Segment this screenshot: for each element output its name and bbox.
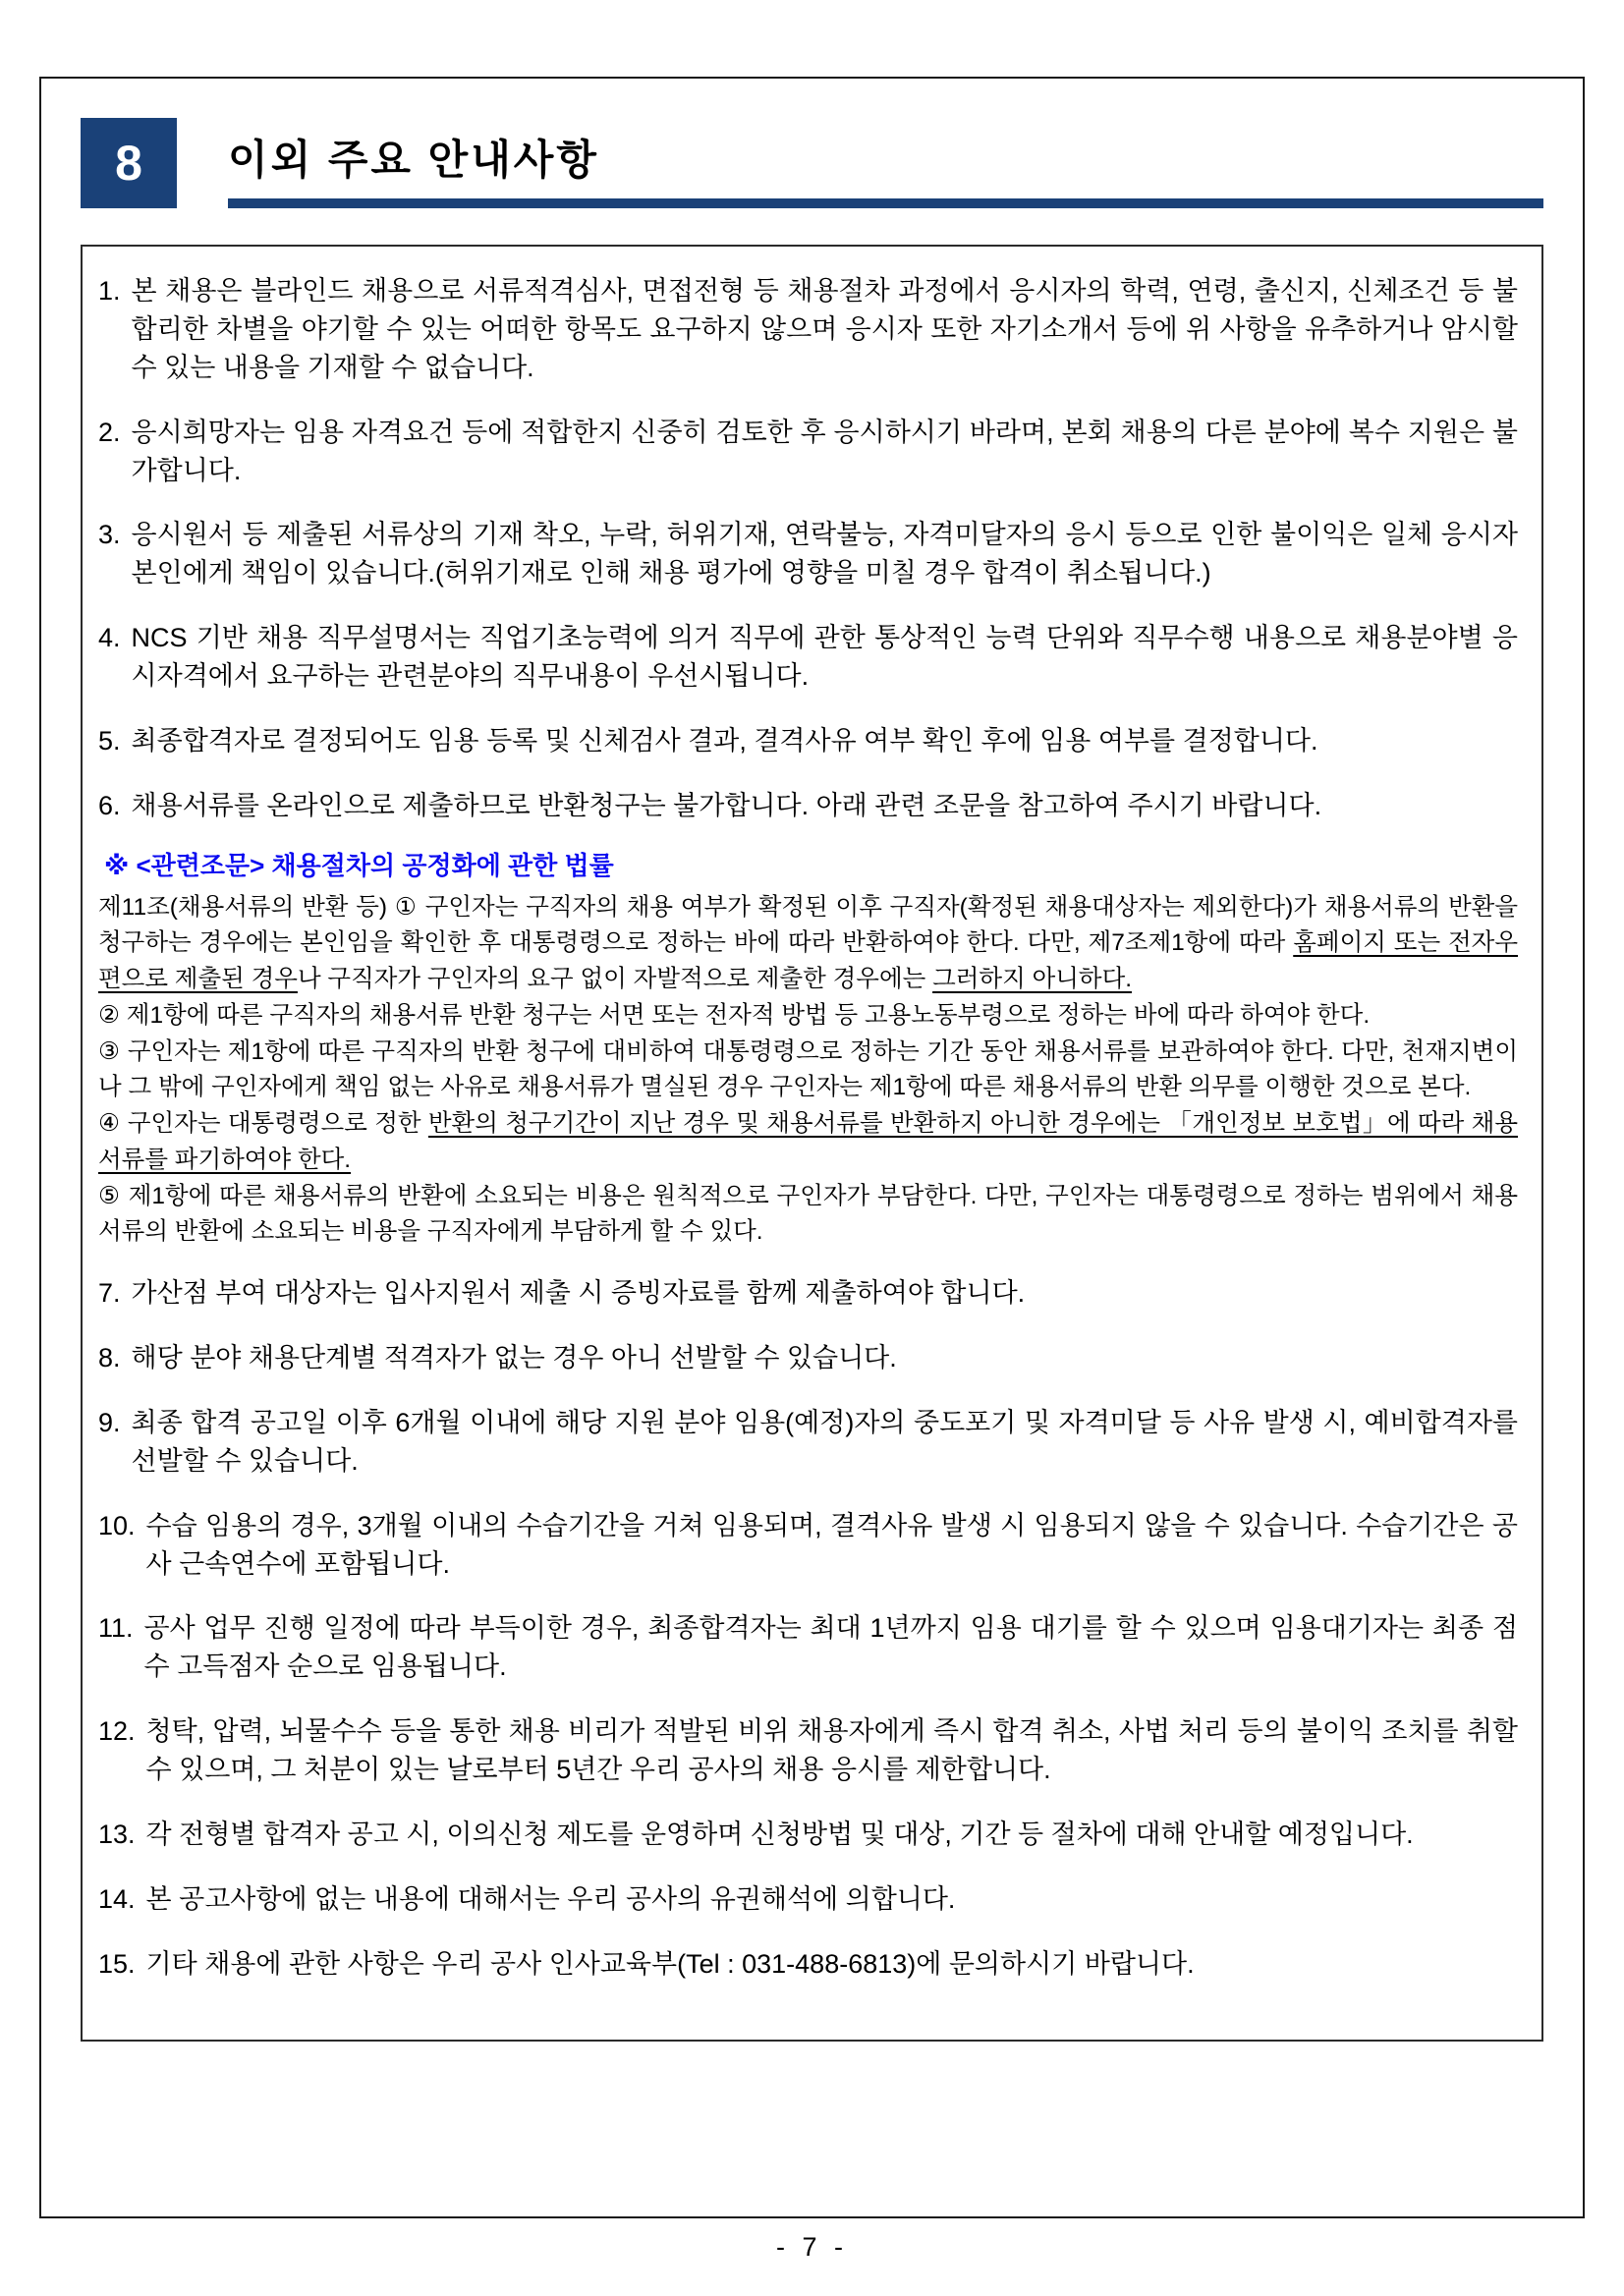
law-paragraph: ④ 구인자는 대통령령으로 정한 반환의 청구기간이 지난 경우 및 채용서류를 반환하지 아니한 경우에는 「개인정보 보호법」에 따라 채용서류를 파기하여야 한다. xyxy=(98,1110,1518,1173)
notice-item xyxy=(98,1609,1518,1686)
law-note-heading: ※ <관련조문> 채용절차의 공정화에 관한 법률 xyxy=(104,850,614,880)
notice-text: NCS 기반 채용 직무설명서는 직업기초능력에 의거 직무에 관한 통상적인 능력 단위와 직무수행 내용으로 채용분야별 응시자격에서 요구하는 관련분야의 직무내용이 우선시됩니다. xyxy=(131,623,1518,691)
notice-text: 가산점 부여 대상자는 입사지원서 제출 시 증빙자료를 함께 제출하여야 합니다. xyxy=(131,1278,1026,1309)
notice-item xyxy=(98,1880,1518,1919)
notice-text: 본 채용은 블라인드 채용으로 서류적격심사, 면접전형 등 채용절차 과정에서 응시자의 학력, 연령, 출신지, 신체조건 등 불합리한 차별을 야기할 수 있는 어떠한 항목도 요구하지 않으며 응시자 또한 자기소개서 등에 위 사항을 유추하거나 암시할 수 있는 내용을 기재할 수 없습니다. xyxy=(131,276,1518,382)
notice-number: 15. xyxy=(98,1948,136,1979)
notice-text: 해당 분야 채용단계별 적격자가 없는 경우 아니 선발할 수 있습니다. xyxy=(131,1343,897,1372)
notice-number: 3. xyxy=(98,520,121,550)
page-number: - 7 - xyxy=(775,2232,848,2262)
notice-item xyxy=(98,516,1518,592)
notice-item xyxy=(98,619,1518,696)
page-frame xyxy=(39,77,1585,2218)
law-paragraphs xyxy=(98,890,1518,1252)
law-paragraph: ③ 구인자는 제1항에 따른 구직자의 반환 청구에 대비하여 대통령령으로 정하는 기간 동안 채용서류를 보관하여야 한다. 다만, 천재지변이나 그 밖에 구인자에게 책임 없는 사유로 채용서류가 멸실된 경우 구인자는 제1항에 따른 채용서류의 반환 의무를 이행한 것으로 본다. xyxy=(98,1037,1518,1101)
notice-number: 6. xyxy=(98,790,121,820)
page-title: 이외 주요 안내사항 xyxy=(228,137,599,183)
notice-text: 응시희망자는 임용 자격요건 등에 적합한지 신중히 검토한 후 응시하시기 바라며, 본회 채용의 다른 분야에 복수 지원은 불가합니다. xyxy=(131,417,1518,485)
notice-text: 본 공고사항에 없는 내용에 대해서는 우리 공사의 유권해석에 의합니다. xyxy=(145,1883,956,1914)
notice-text: 수습 임용의 경우, 3개월 이내의 수습기간을 거쳐 임용되며, 결격사유 발생 시 임용되지 않을 수 있습니다. 수습기간은 공사 근속연수에 포함됩니다. xyxy=(145,1510,1518,1579)
law-paragraph: ⑤ 제1항에 따른 채용서류의 반환에 소요되는 비용은 원칙적으로 구인자가 부담한다. 다만, 구인자는 대통령령으로 정하는 범위에서 채용서류의 반환에 소요되는 비용을 구직자에게 부담하게 할 수 있다. xyxy=(98,1182,1518,1246)
notice-number: 12. xyxy=(98,1716,136,1747)
notice-item xyxy=(98,1404,1518,1481)
notice-number: 2. xyxy=(98,417,121,447)
notice-item xyxy=(98,414,1518,490)
notice-number: 8. xyxy=(98,1343,121,1372)
notice-number: 1. xyxy=(98,276,121,306)
notice-number: 4. xyxy=(98,623,121,653)
notice-text: 공사 업무 진행 일정에 따라 부득이한 경우, 최종합격자는 최대 1년까지 임용 대기를 할 수 있으며 임용대기자는 최종 점수 고득점자 순으로 임용됩니다. xyxy=(143,1613,1518,1682)
notice-text: 응시원서 등 제출된 서류상의 기재 착오, 누락, 허위기재, 연락불능, 자격미달자의 응시 등으로 인한 불이익은 일체 응시자 본인에게 책임이 있습니다.(허위기재로 인해 채용 평가에 영향을 미칠 경우 합격이 취소됩니다.) xyxy=(131,520,1518,588)
section-number: 8 xyxy=(115,136,142,191)
notice-text: 최종합격자로 결정되어도 임용 등록 및 신체검사 결과, 결격사유 여부 확인 후에 임용 여부를 결정합니다. xyxy=(131,725,1318,756)
notice-number: 10. xyxy=(98,1510,136,1540)
law-paragraph: ② 제1항에 따른 구직자의 채용서류 반환 청구는 서면 또는 전자적 방법 등 고용노동부령으로 정하는 바에 따라 하여야 한다. xyxy=(98,1001,1371,1029)
notice-number: 13. xyxy=(98,1819,136,1849)
notice-number: 14. xyxy=(98,1883,136,1914)
notice-item xyxy=(98,1712,1518,1789)
notice-text: 채용서류를 온라인으로 제출하므로 반환청구는 불가합니다. 아래 관련 조문을 참고하여 주시기 바랍니다. xyxy=(131,790,1322,820)
notice-box xyxy=(81,245,1543,2042)
notice-item xyxy=(98,787,1518,825)
notice-number: 7. xyxy=(98,1278,121,1309)
notice-number: 11. xyxy=(98,1613,134,1644)
notice-item xyxy=(98,1816,1518,1854)
notice-item xyxy=(98,1274,1518,1313)
notice-item xyxy=(98,722,1518,760)
section-header xyxy=(81,118,1543,208)
notice-item xyxy=(98,1945,1518,1984)
notice-number: 9. xyxy=(98,1407,121,1437)
notice-number: 5. xyxy=(98,725,121,756)
notice-text: 청탁, 압력, 뇌물수수 등을 통한 채용 비리가 적발된 비위 채용자에게 즉시 합격 취소, 사법 처리 등의 불이익 조치를 취할 수 있으며, 그 처분이 있는 날로부터 5년간 우리 공사의 채용 응시를 제한합니다. xyxy=(145,1716,1518,1784)
law-paragraph: 제11조(채용서류의 반환 등) ① 구인자는 구직자의 채용 여부가 확정된 이후 구직자(확정된 채용대상자는 제외한다)가 채용서류의 반환을 청구하는 경우에는 본인임을 확인한 후 대통령령으로 정하는 바에 따라 반환하여야 한다. 다만, 제7조제1항에 따라 홈페이지 또는 전자우편으로 제출된 경우나 구직자가 구인자의 요구 없이 자발적으로 제출한 경우에는 그러하지 아니하다. xyxy=(98,893,1519,993)
section-number-box xyxy=(81,118,177,208)
notice-item xyxy=(98,1339,1518,1377)
notice-item xyxy=(98,1507,1518,1584)
notice-text: 각 전형별 합격자 공고 시, 이의신청 제도를 운영하며 신청방법 및 대상, 기간 등 절차에 대해 안내할 예정입니다. xyxy=(145,1819,1414,1849)
notice-item xyxy=(98,272,1518,387)
notice-text: 기타 채용에 관한 사항은 우리 공사 인사교육부(Tel : 031-488-6813)에 문의하시기 바랍니다. xyxy=(145,1948,1195,1979)
section-title-wrap xyxy=(228,137,1543,208)
notice-text: 최종 합격 공고일 이후 6개월 이내에 해당 지원 분야 임용(예정)자의 중도포기 및 자격미달 등 사유 발생 시, 예비합격자를 선발할 수 있습니다. xyxy=(131,1407,1518,1476)
